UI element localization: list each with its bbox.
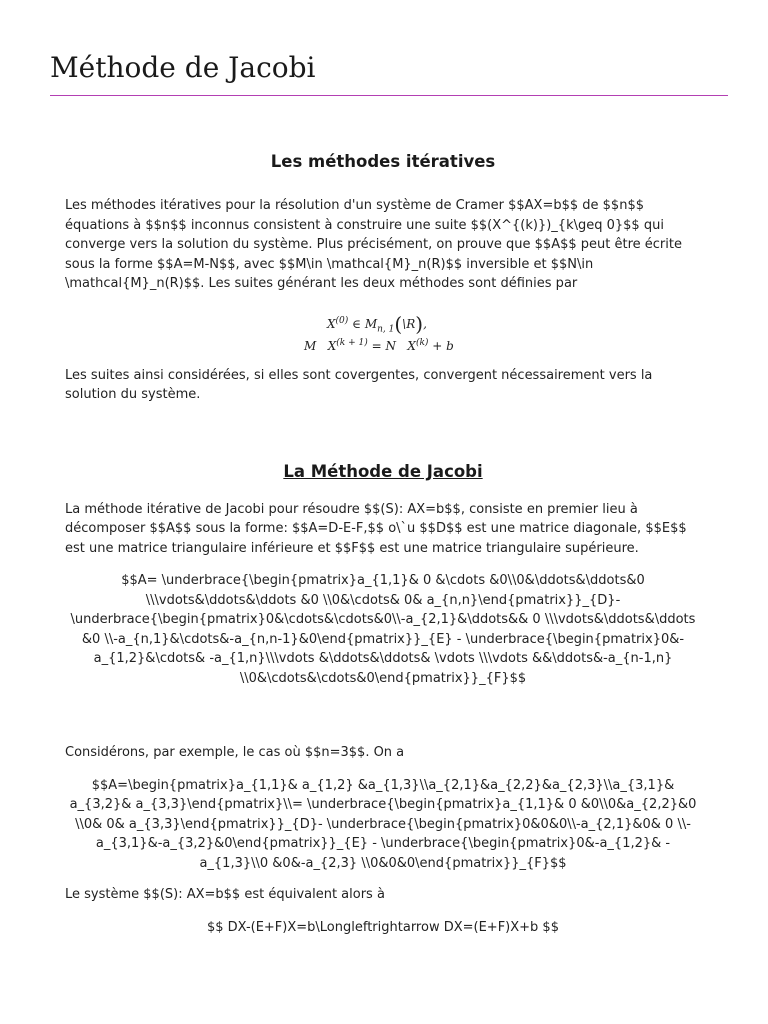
example-equation: $$A=\begin{pmatrix}a_{1,1}& a_{1,2} &a_{1,3}\\a_{2,1}&a_{2,2}&a_{2,3}\\a_{3,1}& a_{3,2}& a_{3,3}\end{pmatrix}\\= \underbrace{\begin{pmatrix}a_{1,1}& 0 &0\\0&a_{2,2}&0 \\0& 0& a_{3,3}\end{pmatrix}}_{D}- \underbrace{\begin{pmatrix}0&0&0\\-a_{2,1}&0& 0 \\-a_{3,1}&-a_{3,2}&0\end{pmatrix}}_{E} - \underbrace{\begin{pmatrix}0&-a_{1,2}& -a_{1,3}\\0 &0&-a_{2,3} \\0&0&0\end{pmatrix}}_{F}$$ — [69, 777, 697, 871]
recurrence-formula — [65, 306, 701, 356]
convergence-paragraph: Les suites ainsi considérées, si elles sont covergentes, convergent nécessairement vers la solution du système. — [65, 367, 653, 402]
equivalence-equation: $$ DX-(E+F)X=b\Longleftrightarrow DX=(E+F)X+b $$ — [207, 919, 559, 935]
section-heading-iterative: Les méthodes itératives — [270, 152, 496, 171]
decomposition-equation: $$A= \underbrace{\begin{pmatrix}a_{1,1}& 0 &\cdots &0\\0&\ddots&\ddots&0 \\\vdots&\ddots&\ddots &0 \\0&\cdots& 0& a_{n,n}\end{pmatrix}}_{D}- \underbrace{\begin{pmatrix}0&\cdots&\cdots&0\\-a_{2,1}&\ddots&& 0 \\\vdots&\ddots&\ddots &0 \\-a_{n,1}&\cdots&-a_{n,n-1}&0\end{pmatrix}}_{E} - \underbrace{\begin{pmatrix}0&-a_{1,2}&\cdots& -a_{1,n}\\\vdots &\ddots&\ddots& \vdots \\\vdots &&\ddots&-a_{n-1,n} \\0&\cdots&\cdots&0\end{pmatrix}}_{F}$$ — [70, 573, 696, 686]
jacobi-paragraph: La méthode itérative de Jacobi pour résoudre $$(S): AX=b$$, consiste en premier lieu à décomposer $$A$$ sous la forme: $$A=D-E-F,$$ o\`u $$D$$ est une matrice diagonale, $$E$$ est une matrice triangulaire inférieure et $$F$$ est une matrice triangulaire supérieure. — [65, 501, 687, 556]
equivalence-paragraph: Le système $$(S): AX=b$$ est équivalent alors à — [65, 887, 385, 902]
formula-line-1: $X^{(0)}$ ∈ $M_{n, 1}(\backslash R)$, — [327, 311, 427, 336]
formula-line-2: M $X^{(k + 1)} = N$ $X^{(k)} + b$ — [304, 337, 454, 353]
page-title: Méthode de Jacobi — [50, 51, 316, 84]
intro-paragraph: Les méthodes itératives pour la résolution d'un système de Cramer $$AX=b$$ de $$n$$ équations à $$n$$ inconnus consistent à construire une suite $$(X^{(k)})_{k\geq 0}$$ qui converge vers la solution du système. Plus précisément, on prouve que $$A$$ peut être écrite sous la forme $$A=M-N$$, avec $$M\in \mathcal{M}_n(R)$$ inversible et $$N\in \mathcal{M}_n(R)$$. Les suites générant les deux méthodes sont définies par — [65, 198, 682, 291]
title-divider — [50, 95, 728, 96]
article-body — [65, 150, 701, 937]
example-paragraph: Considérons, par exemple, le cas où $$n=3$$. On a — [65, 745, 405, 760]
section-heading-jacobi: La Méthode de Jacobi — [283, 461, 483, 481]
